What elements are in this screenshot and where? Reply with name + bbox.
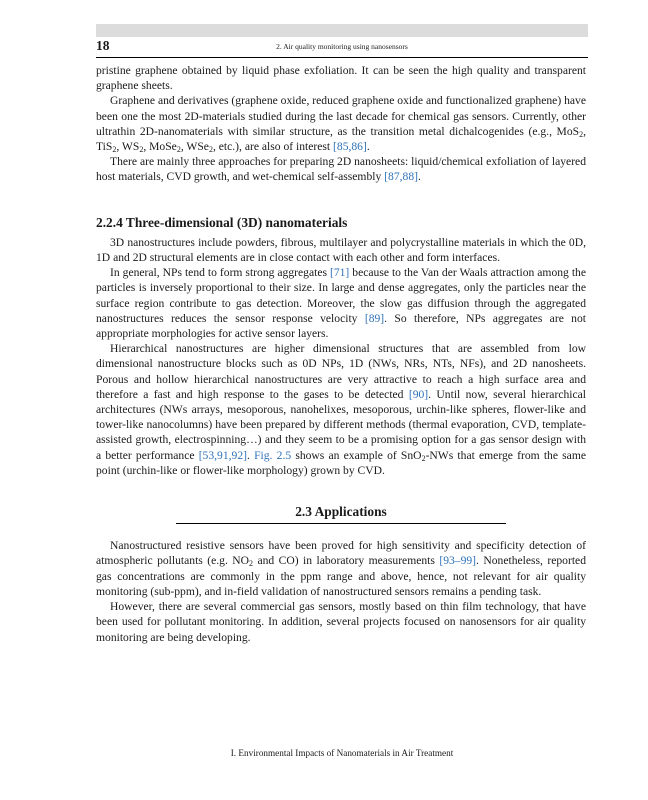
citation-link[interactable]: [85,86] xyxy=(333,140,367,154)
page-footer: I. Environmental Impacts of Nanomaterials in Air Treatment xyxy=(230,748,454,758)
spacer xyxy=(96,524,586,538)
header-bar xyxy=(96,24,588,37)
page-header xyxy=(96,37,588,57)
citation-link[interactable]: [71] xyxy=(329,266,350,280)
citation-link[interactable]: [53,91,92] xyxy=(198,448,247,462)
citation-link[interactable]: [87,88] xyxy=(384,170,418,184)
citation-link[interactable]: [89] xyxy=(364,311,385,325)
citation-link[interactable]: [93–99] xyxy=(439,554,477,568)
citation-link[interactable]: [90] xyxy=(408,387,429,401)
header-rule xyxy=(96,57,588,58)
page-body xyxy=(96,63,586,645)
figure-link[interactable]: Fig. 2.5 xyxy=(254,448,292,462)
paragraph-applications: Nanostructured resistive sensors have been proved for high sensitivity and specificity detection of atmospheric pollutants (e.g. $NO_2$ and CO) in laboratory measurements [93–99]. Nonetheless, reported gas concentrations are commonly in the ppm range and above, hence, not relevant for air quality monitoring (sub-ppm), and in-field validation of nanostructured sensors remains a pending task. xyxy=(96,539,587,598)
section-heading: 2.3 Applications xyxy=(295,504,387,520)
page-number: 18 xyxy=(96,38,110,53)
paragraph-3d-intro: 3D nanostructures include powders, fibrous, multilayer and polycrystalline materials in which the 0D, 1D and 2D structural elements are in close contact with each other and form interfaces. xyxy=(96,235,586,265)
paragraph-hierarchical: Hierarchical nanostructures are higher dimensional structures that are assembled from low dimensional nanostructure blocks such as 0D NPs, 1D (NWs, NRs, NTs, NFs), and 2D nanosheets. Porous and hollow hierarchical nanostructures are very attractive to reach a high surface area and therefore a fast and high response to the gases to be detected [90]. Until now, several hierarchical architectures (NWs arrays, mesoporous, nanohelixes, mesoporous, urchin-like spheres, flower-like and tower-like nanocolumns) have been prepared by different methods (thermal evaporation, CVD, template-assisted growth, electrospinning…) and they seem to be a promising option for a gas sensor design with a better performance [53,91,92]. Fig. 2.5 shows an example of SnO$_2$-NWs that emerge from the same point (urchin-like or flower-like morphology) grown by CVD. xyxy=(96,342,586,477)
paragraph-figure-caption-continuation: pristine graphene obtained by liquid phase exfoliation. It can be seen the high quality and transparent graphene sheets. xyxy=(96,64,586,93)
subsection-heading: 2.2.4 Three-dimensional (3D) nanomaterials xyxy=(96,214,348,230)
paragraph-graphene: Graphene and derivatives (graphene oxide, reduced graphene oxide and functionalized graphene) have been one the most 2D-materials studied during the last decade for chemical gas sensors. Currently, other ultrathin 2D-nanomaterials with similar structure, as the transition metal dichalcogenides (e.g., MoS$_2$, TiS$_2$, $WS_2$, MoSe$_2$, WSe$_2$, etc.), are also of interest [85,86]. xyxy=(96,94,587,155)
paragraph-nps-aggregates: In general, NPs tend to form strong aggregates [71] because to the Van der Waals attraction among the particles is inversely proportional to their size. In large and dense aggregates, only the particles near the surface region contribute to gas detection. Moreover, the slow gas diffusion through the aggregated nanostructures reduces the sensor response velocity [89]. So therefore, NPs aggregates are not appropriate morphologies for active sensor layers. xyxy=(96,266,587,341)
spacer xyxy=(96,185,586,215)
running-head: 2. Air quality monitoring using nanosensors xyxy=(276,42,408,51)
paragraph-2d-approaches: There are mainly three approaches for preparing 2D nanosheets: liquid/chemical exfoliation of layered host materials, CVD growth, and wet-chemical self-assembly [87,88]. xyxy=(96,155,586,184)
spacer xyxy=(96,478,586,504)
paragraph-commercial-sensors: However, there are several commercial gas sensors, mostly based on thin film technology, that have been used for pollutant monitoring. In addition, several projects focused on nanosensors for air quality monitoring are being developing. xyxy=(96,600,586,644)
